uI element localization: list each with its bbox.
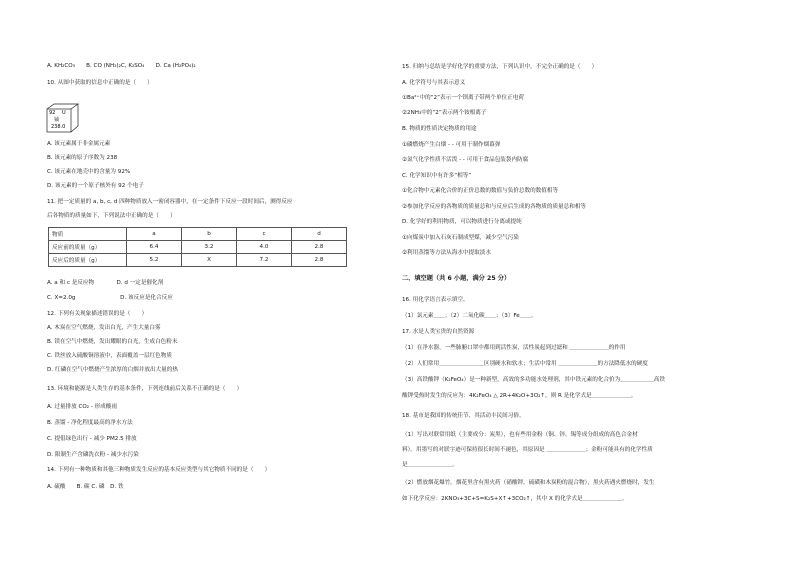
q17-stem: 17. 水是人类宝贵的自然资源 [402,329,475,335]
table-header-cell: 物质 [49,228,127,241]
section-fill-in-title: 二、填空题（共 6 小题，满分 25 分） [402,275,511,282]
q15-b-item-2: ②氮气化学性质不活泼 - - 可用于食品包装袋内防腐 [402,157,529,163]
table-cell: 反应前的质量（g） [49,241,127,254]
table-header-row [49,228,347,241]
mass-table [48,227,347,267]
table-cell: 5.2 [127,254,182,267]
q15-d-item-1: ①向煤炭中加入石灰石制成型煤，减少空气污染 [402,235,519,241]
q10-option-d: D. 该元素的一个原子核外有 92 个电子 [47,183,144,189]
q12-option-d: D. 红磷在空气中燃烧产生浓厚的白烟并放出大量的热 [47,367,178,373]
table-row [49,241,347,254]
q18-part-2a: （2）燃放烟花爆竹。烟花里含有黑火药（硝酸钾、硫磺和木炭粉的混合物），黑火药遇火燃烧时，发生 [402,480,655,486]
q10-option-c: C. 该元素在地壳中的含量为 92% [47,169,131,175]
table-cell: 2.8 [292,254,347,267]
q17-part-2: （2）人们常用＿＿＿＿＿＿＿＿区别硬水和软水；生活中常用 ＿＿＿＿＿＿＿的方法降低水的硬度 [402,361,648,367]
q18-stem: 18. 基市是我国的传统佳节，其活动丰民间习俗。 [402,413,525,419]
table-header-cell: d [292,228,347,241]
q13-option-b: B. 蒸馏 - 净化程度最高的净水方法 [47,420,133,426]
table-cell: 反应后的质量（g） [49,254,127,267]
table-cell: 6.4 [127,241,182,254]
q17-part-3b: 酸钾受热时发生的反应为：4K₂FeO₄ △ 2R+4K₂O+3O₂↑，则 R 是化学式是＿＿＿＿＿＿＿。 [402,393,637,399]
q18-part-1b: 料）。用墨写的对联字迹可保持很长时间不褪色，其原因是 ＿＿＿＿＿＿＿；金粉可能具有的化学性质 [402,447,653,453]
q15-a-item-2: ②2NH₃中的“2”表示两个铵根离子 [402,110,487,116]
q15-c-item-1: ①化合物中元素化合价的正价总数的数值与负价总数的数值相等 [402,188,559,194]
q10-option-a: A. 该元素属于非金属元素 [47,141,111,147]
q15-option-d: D. 化学好的利用物质，可以物质进行分离或提纯 [402,219,522,225]
q13-option-d: D. 限制生产含磷洗衣粉 - 减少水污染 [47,452,139,458]
table-header-cell: a [127,228,182,241]
element-name: 铀 [54,117,60,123]
q11-stem-2: 后各物质的质量如下，下列说法中正确的是（ ） [47,213,176,219]
table-cell: 3.2 [182,241,237,254]
q15-b-item-1: ①磷燃烧产生白烟 - - 可用于制作烟幕弹 [402,142,501,148]
q10-stem: 10. 从图中获取的信息中正确的是（ ） [47,80,153,86]
q12-option-c: C. 铁丝放入硫酸铜溶液中，表面覆盖一层红色物质 [47,353,172,359]
atomic-mass: 238.0 [51,124,66,130]
table-cell: 2.8 [292,241,347,254]
q15-a-item-1: ①Ba²⁺中的“2”表示一个钡离子带两个单位正电荷 [402,95,524,101]
q11-options-1: A. a 和 c 是反应物 D. d 一定是催化剂 [47,280,164,286]
q16-blanks: （1）氯元素＿＿；（2）二氧化碳＿＿；（3）Fe＿＿。 [402,313,537,319]
q15-d-item-2: ②利用蒸馏等方法从海水中提取淡水 [402,250,491,256]
q17-part-3a: （3）高铁酸钾（K₂FeO₄）是一种新型，高效的多功能水处理剂，其中铁元素的化合价为＿＿＿＿＿＿高铁 [402,377,666,383]
q17-part-1: （1）在净水器，一些肺腑口罩中都用到活性炭，活性炭起到过滤和 ＿＿＿＿＿＿＿的作用 [402,345,626,351]
q18-part-1a: （1）写出对联常用纸（主要成分：炭黑），也有些用金粉（铜、锌、锡等成分组成的高色合金材 [402,432,638,438]
table-row [49,254,347,267]
q9-options: A. KH₂CO₃ B. CO (NH₂)₂C, K₂SO₄ D. Ca (H₂PO₄)₂ [47,63,196,69]
q14-stem: 14. 下列有一种物质和其他三种物质发生反应的基本反应类型与其它物质不同的是（ ） [47,467,271,473]
atomic-number: 92 [49,110,56,116]
q12-option-a: A. 木炭在空气燃烧，发出白光，产生大量白雾 [47,325,161,331]
q13-option-a: A. 过量排放 CO₂ - 形成酸雨 [47,404,117,410]
q14-options: A. 硫酸 B. 碳 C. 磷 D. 铁 [47,484,124,490]
uranium-element-box [46,103,80,133]
element-symbol: U [62,110,66,116]
q15-option-a: A. 化学符号与其表示意义 [402,80,466,86]
q15-option-c: C. 化学知识中有许多“相等” [402,173,472,179]
q15-c-item-2: ②参加化学反应的各物质的质量总和与反应后生成的各物质的质量总和相等 [402,204,587,210]
table-cell: 4.0 [237,241,292,254]
q15-stem: 15. 归纳与总结是学好化学的重要方法，下列认识中，不完全正确的是（ ） [402,64,598,70]
table-header-cell: b [182,228,237,241]
q18-part-2b: 如下化学反应：2KNO₃+3C+S=K₂S+X↑+3CO₂↑，其中 X 的化学式是＿＿＿＿＿＿＿。 [402,496,628,502]
q12-stem: 12. 下列有关现象描述错误的是（ ） [47,311,148,317]
q11-options-2: C. X=2.0g D. 该反应是化合反应 [47,295,173,301]
table-cell: X [182,254,237,267]
table-header-cell: c [237,228,292,241]
q13-option-c: C. 提倡绿色出行 - 减少 PM2.5 排放 [47,436,137,442]
q18-part-1c: 是＿＿＿＿＿＿＿＿。 [402,462,458,468]
q10-option-b: B. 该元素的原子序数为 238 [47,155,118,161]
q11-stem-1: 11. 把一定质量的 a, b, c, d 四种物质放入一密闭容器中，在一定条件下反应一段时间后，测得反应 [47,199,293,205]
q15-option-b: B. 物质的性质决定物质的用途 [402,126,477,132]
q16-stem: 16. 用化学语言表示填空。 [402,297,469,303]
q13-stem: 13. 环境和能源是人类生存的基本条件，下列连线前后关系不正确的是（ ） [47,386,243,392]
q12-option-b: B. 镁在空气中燃烧，发出耀眼的白光，生成白色粉末 [47,339,178,345]
table-cell: 7.2 [237,254,292,267]
